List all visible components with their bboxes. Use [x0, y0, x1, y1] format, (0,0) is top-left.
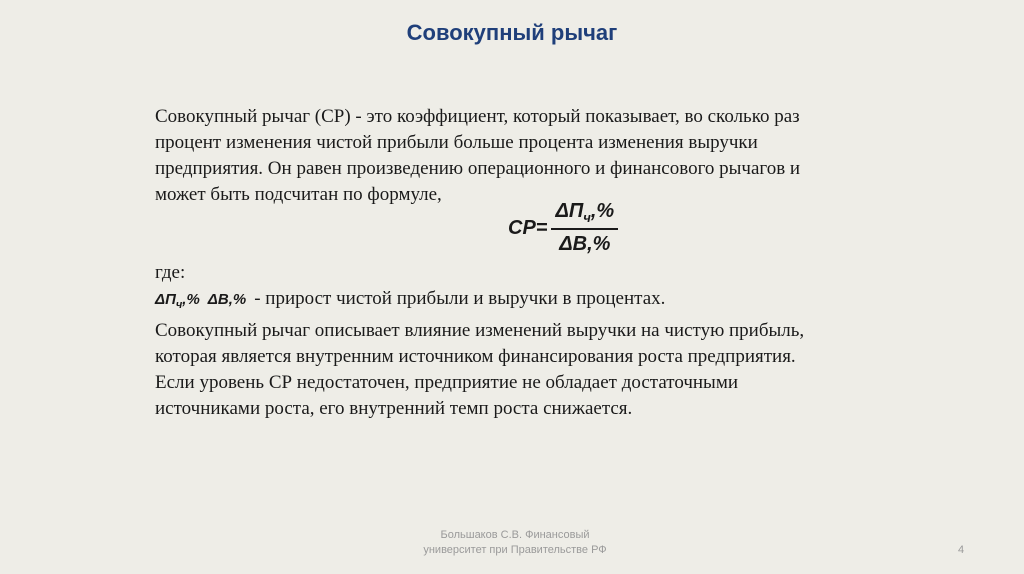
legend-symbol-profit-base: ΔП	[155, 291, 176, 308]
page-number: 4	[958, 544, 965, 556]
where-label: где:	[155, 262, 186, 283]
intro-line: может быть подсчитан по формуле,	[155, 184, 442, 205]
legend-text: - прирост чистой прибыли и выручки в процентах.	[254, 288, 666, 309]
intro-line: предприятия. Он равен произведению операционного и финансового рычагов и	[155, 158, 801, 179]
conclusion-line: Если уровень СР недостаточен, предприятие не обладает достаточными	[155, 372, 739, 393]
legend-line	[155, 288, 665, 311]
conclusion-line: которая является внутренним источником финансирования роста предприятия.	[155, 346, 796, 367]
conclusion-paragraph	[155, 318, 891, 422]
formula-denominator: ΔВ,%	[559, 233, 611, 255]
intro-paragraph	[155, 104, 891, 208]
formula	[508, 200, 618, 256]
footer-line: Большаков С.В. Финансовый	[440, 529, 590, 541]
formula-lhs: СР=	[508, 216, 548, 239]
footer	[370, 528, 660, 558]
numerator-symbol: ΔП	[555, 200, 584, 222]
legend-symbol-profit	[155, 291, 200, 311]
legend-symbol-profit-sub: ч	[175, 299, 183, 311]
conclusion-line: Совокупный рычаг описывает влияние изменений выручки на чистую прибыль,	[155, 320, 805, 341]
numerator-unit: ,%	[590, 200, 615, 222]
legend-symbol-profit-unit: ,%	[182, 291, 200, 308]
legend-symbol-revenue: ΔВ,%	[207, 291, 247, 308]
footer-line: университет при Правительстве РФ	[423, 544, 607, 556]
numerator-subscript: ч	[583, 210, 591, 225]
intro-line: Совокупный рычаг (СР) - это коэффициент, который показывает, во сколько раз	[155, 106, 800, 127]
intro-line: процент изменения чистой прибыли больше процента изменения выручки	[155, 132, 758, 153]
slide-title: Совокупный рычаг	[406, 20, 618, 45]
formula-numerator	[551, 200, 618, 230]
conclusion-line: источниками роста, его внутренний темп роста снижается.	[155, 398, 633, 419]
formula-fraction	[551, 200, 618, 256]
